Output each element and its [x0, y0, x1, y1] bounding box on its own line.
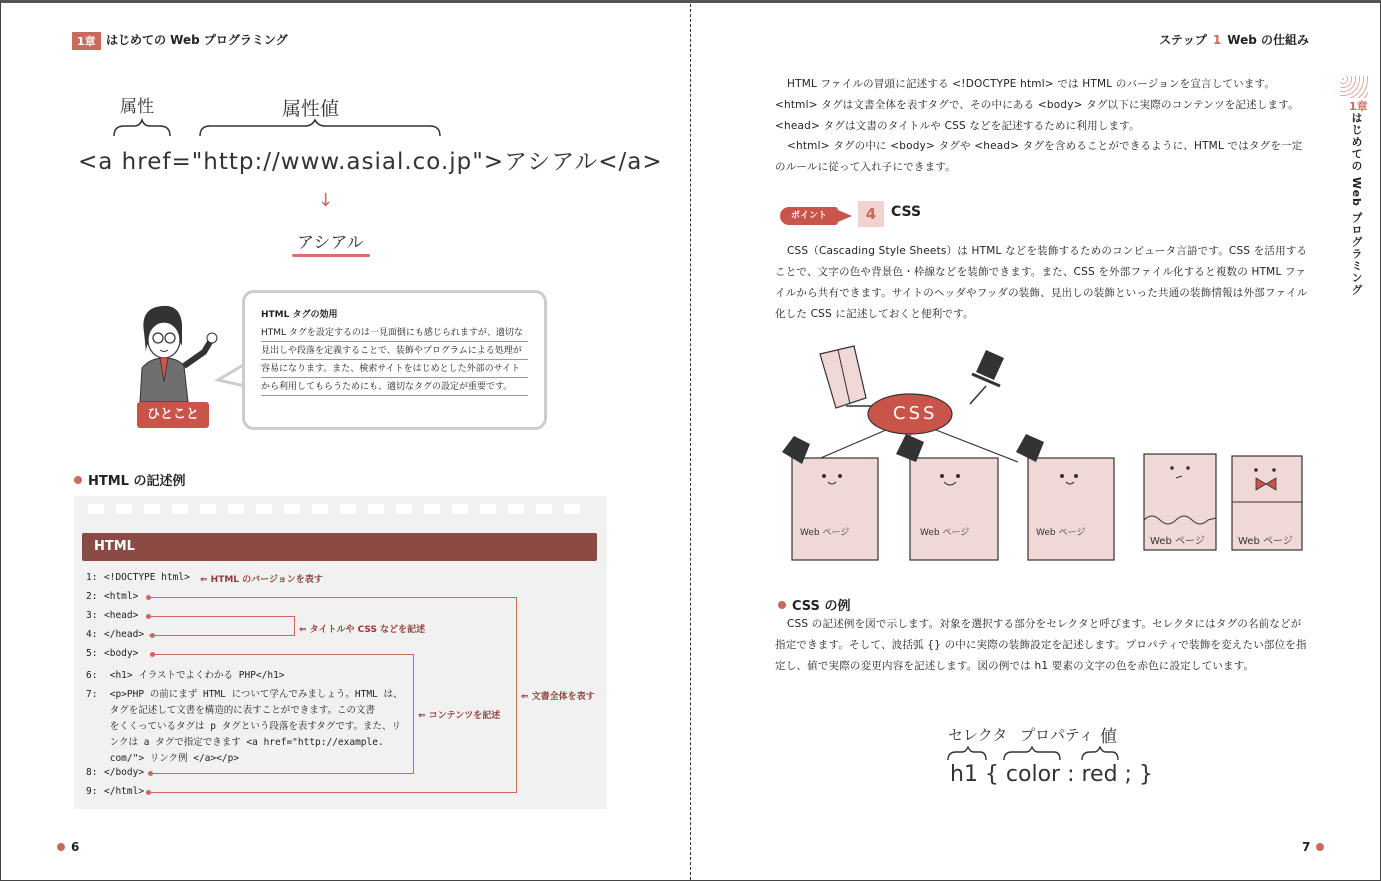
line-number: 2:	[86, 591, 98, 602]
code-line	[86, 591, 138, 602]
line-code: </body>	[104, 767, 145, 778]
bracket-head	[149, 616, 295, 636]
panel-perforation	[82, 502, 600, 516]
css-diagram-braces	[944, 746, 1144, 762]
chapter-badge: 1章	[72, 32, 101, 50]
page-number-text: 7	[1302, 840, 1311, 854]
bullet-dot-icon	[778, 601, 786, 609]
side-tab-pattern	[1340, 76, 1368, 98]
illustration-page-label: Web ページ	[1150, 536, 1205, 547]
annotation-head: ⇐ タイトルや CSS などを記述	[299, 625, 426, 635]
intro-paragraph-2: <html> タグの中に <body> タグや <head> タグを含めることができるように、HTML ではタグを一定のルールに従って入れ子にできます。	[775, 140, 1303, 173]
illustration-page-label: Web ページ	[800, 528, 850, 538]
css-label-value: 値	[1100, 727, 1117, 747]
page-dot-icon	[1316, 843, 1324, 851]
line-code: <!DOCTYPE html>	[104, 572, 190, 583]
code-panel-tab: HTML	[82, 533, 597, 561]
css-label-property: プロパティ	[1020, 726, 1094, 744]
annotation-content: ⇐ コンテンツを記述	[418, 711, 501, 721]
character-illustration	[130, 302, 226, 407]
line-code: <p>PHP の前にまず HTML について学んでみましょう。HTML は、	[104, 689, 403, 700]
illustration-page-label: Web ページ	[1238, 536, 1293, 547]
code-line	[86, 610, 138, 621]
point-number: 4	[858, 201, 884, 227]
illustration-css-label: CSS	[893, 403, 938, 424]
css-label-selector: セレクタ	[948, 726, 1008, 744]
diagram-tag-code: <a href="http://www.asial.co.jp">アシアル</a>	[78, 149, 663, 175]
section-title-text: CSS の例	[792, 599, 851, 614]
illustration-page-label: Web ページ	[1036, 528, 1086, 538]
side-chapter-title: はじめての Web プログラミング	[1350, 112, 1363, 296]
line-number: 9:	[86, 786, 98, 797]
page-dot-icon	[57, 843, 65, 851]
header-step-label: ステップ	[1159, 33, 1207, 47]
annotation-whole: ⇐ 文書全体を表す	[521, 692, 595, 702]
diagram-label-attribute: 属性	[120, 97, 154, 117]
point-tag: ポイント	[780, 207, 838, 225]
page-number-right	[1302, 840, 1330, 854]
tip-speech-bubble	[242, 290, 547, 430]
code-line	[86, 648, 138, 659]
line-number: 3:	[86, 610, 98, 621]
line-code: ンクは a タグで指定できます <a href="http://example.	[104, 737, 384, 748]
line-number: 8:	[86, 767, 98, 778]
line-number: 6:	[86, 670, 98, 681]
page-number-left	[57, 840, 79, 854]
tip-body: HTML タグを設定するのは一見面倒にも感じられますが、適切な見出しや段落を定義することで、装飾やプログラムによる処理が容易になります。また、検索サイトをはじめとした外部のサイトから利用してもらうためにも、適切なタグの設定が重要です。	[261, 324, 528, 396]
line-number: 7:	[86, 689, 98, 700]
diagram-arrow-icon: ↓	[318, 190, 334, 211]
page-gutter-divider	[690, 4, 691, 880]
side-chapter-label: 1章	[1349, 100, 1368, 113]
running-header-right	[1159, 31, 1309, 48]
line-number: 1:	[86, 572, 98, 583]
line-code: <html>	[104, 591, 139, 602]
line-number: 4:	[86, 629, 98, 640]
section-title-html-example	[74, 470, 186, 489]
point-title: CSS	[891, 204, 922, 220]
line-code: <body>	[104, 648, 139, 659]
code-line	[86, 767, 144, 778]
line-code: </html>	[104, 786, 145, 797]
bracket-content	[153, 654, 414, 774]
diagram-label-value: 属性値	[282, 98, 340, 120]
page-number-text: 6	[71, 840, 80, 854]
bullet-dot-icon	[74, 476, 82, 484]
css-diagram-code: h1 { color : red ; }	[950, 762, 1153, 787]
diagram-result: アシアル	[297, 233, 364, 253]
css-example-paragraph: CSS の記述例を図で示します。対象を選択する部分をセレクタと呼びます。セレクタにはタグの名前などが指定できます。そして、波括弧 {} の中に実際の装飾設定を記述します。プロパティで装飾を変えたい部位を指定し、値で実際の変更内容を記述します。図の例では h1 要素の文字の色を赤色に設定しています。	[775, 618, 1307, 672]
code-line	[86, 572, 190, 583]
illustration-page-label: Web ページ	[920, 528, 970, 538]
point-arrow-icon	[838, 206, 858, 226]
line-code: com/"> リンク例 </a></p>	[104, 753, 240, 764]
line-code: をくくっているタグは p タグという段落を表すタグです。また、リ	[104, 721, 401, 732]
intro-paragraph-1: HTML ファイルの冒頭に記述する <!DOCTYPE html> では HTML のバージョンを宣言しています。<html> タグは文書全体を表すタグで、その中にある <body> タグ以下に実際のコンテンツを記述します。<head> タグは文書のタイトルや CSS などを記述するために利用します。	[775, 78, 1299, 132]
line-number: 5:	[86, 648, 98, 659]
section-title-text: HTML の記述例	[88, 474, 186, 489]
running-header-left: はじめての Web プログラミング	[106, 33, 288, 47]
section-title-css-example	[778, 595, 850, 614]
line-code: タグを記述して文書を構造的に表すことができます。この文書	[104, 705, 375, 716]
header-step-title: Web の仕組み	[1227, 33, 1309, 47]
line-code: <head>	[104, 610, 139, 621]
tip-badge: ひとこと	[137, 402, 209, 428]
css-paragraph: CSS（Cascading Style Sheets）は HTML などを装飾するためのコンピュータ言語です。CSS を活用することで、文字の色や背景色・枠線などを装飾できます。また、CSS を外部ファイル化すると複数の HTML ファイルから共有できます。サイトのヘッダやフッダの装飾、見出しの装飾といった共通の装飾情報は外部ファイル化した CSS に記述しておくと便利です。	[775, 245, 1308, 320]
line-code: <h1> イラストでよくわかる PHP</h1>	[104, 670, 285, 681]
line-code: </head>	[104, 629, 145, 640]
header-step-number: 1	[1212, 33, 1222, 47]
code-line	[86, 629, 144, 640]
code-line	[86, 786, 144, 797]
diagram-braces	[110, 118, 450, 142]
diagram-result-underline	[292, 254, 370, 257]
annotation-doctype: ⇐ HTML のバージョンを表す	[200, 575, 323, 585]
tip-title: HTML タグの効用	[261, 310, 338, 320]
